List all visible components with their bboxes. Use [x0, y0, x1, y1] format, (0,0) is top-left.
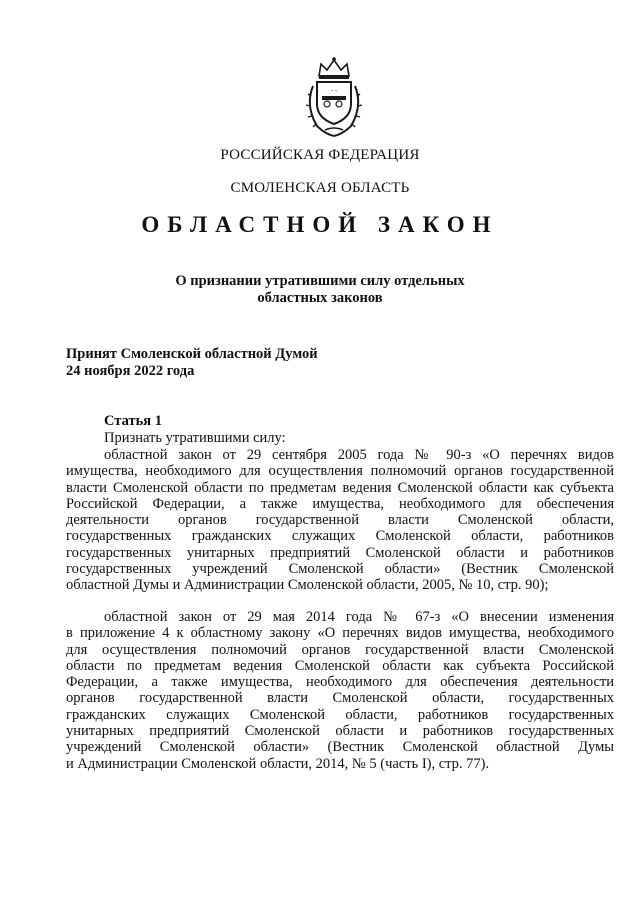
- article-paragraph-1: [66, 447, 614, 594]
- paragraph-line: государственных гражданских служащих Смоленской области, работников: [66, 528, 614, 545]
- paragraph-line: гражданских служащих Смоленской области, работников государственных: [66, 706, 614, 723]
- paragraph-line: государственных учреждений Смоленской области» (Вестник Смоленской: [66, 561, 614, 578]
- paragraph-line: органов государственной власти Смоленской области, государственных: [66, 690, 614, 707]
- paragraph-line: учреждений Смоленской области» (Вестник Смоленской областной Думы: [66, 739, 614, 756]
- paragraph-line: областной закон от 29 сентября 2005 года № 90-з «О перечнях видов: [104, 447, 614, 463]
- paragraph-line: в приложение 4 к областному закону «О перечнях видов имущества, необходимого: [66, 625, 614, 642]
- paragraph-line: области по предметам ведения Смоленской области как субъекта Российской: [66, 657, 614, 674]
- paragraph-line: власти Смоленской области по предметам ведения Смоленской области как субъекта: [66, 479, 614, 496]
- paragraph-line: Российской Федерации, а также имущества, необходимого для обеспечения: [66, 495, 614, 512]
- adoption-info: [66, 346, 318, 380]
- paragraph-line: государственных унитарных предприятий Смоленской области и работников: [66, 544, 614, 561]
- paragraph-line: областной Думы и Администрации Смоленской области, 2005, № 10, стр. 90);: [66, 577, 549, 594]
- paragraph-line: деятельности органов государственной власти Смоленской области,: [66, 512, 614, 529]
- adoption-date: 24 ноября 2022 года: [66, 363, 195, 379]
- paragraph-line: для осуществления полномочий органов государственной власти Смоленской: [66, 641, 614, 658]
- law-title-line: О признании утратившими силу отдельных: [175, 273, 465, 289]
- paragraph-line: областной закон от 29 мая 2014 года № 67-з «О внесении изменения: [104, 609, 614, 625]
- smolensk-coat-of-arms-icon: [303, 56, 365, 138]
- document-type-heading: ОБЛАСТНОЙ ЗАКОН: [141, 212, 499, 237]
- region-label: СМОЛЕНСКАЯ ОБЛАСТЬ: [230, 180, 410, 196]
- article-paragraph-2: [66, 609, 614, 772]
- paragraph-line: имущества, необходимого для осуществления полномочий органов государственной: [66, 463, 614, 480]
- article-heading: Статья 1: [104, 413, 162, 429]
- intro-text: Признать утратившими силу:: [104, 430, 286, 446]
- article-intro: [66, 430, 614, 446]
- paragraph-line: Федерации, а также имущества, необходимого для обеспечения деятельности: [66, 674, 614, 691]
- paragraph-line: и Администрации Смоленской области, 2014, № 5 (часть I), стр. 77).: [66, 755, 490, 772]
- law-title: [0, 273, 640, 307]
- adoption-body: Принят Смоленской областной Думой: [66, 346, 318, 362]
- paragraph-line: унитарных предприятий Смоленской области и работников государственных: [66, 723, 614, 740]
- law-title-line: областных законов: [257, 290, 383, 306]
- federation-label: РОССИЙСКАЯ ФЕДЕРАЦИЯ: [220, 147, 420, 163]
